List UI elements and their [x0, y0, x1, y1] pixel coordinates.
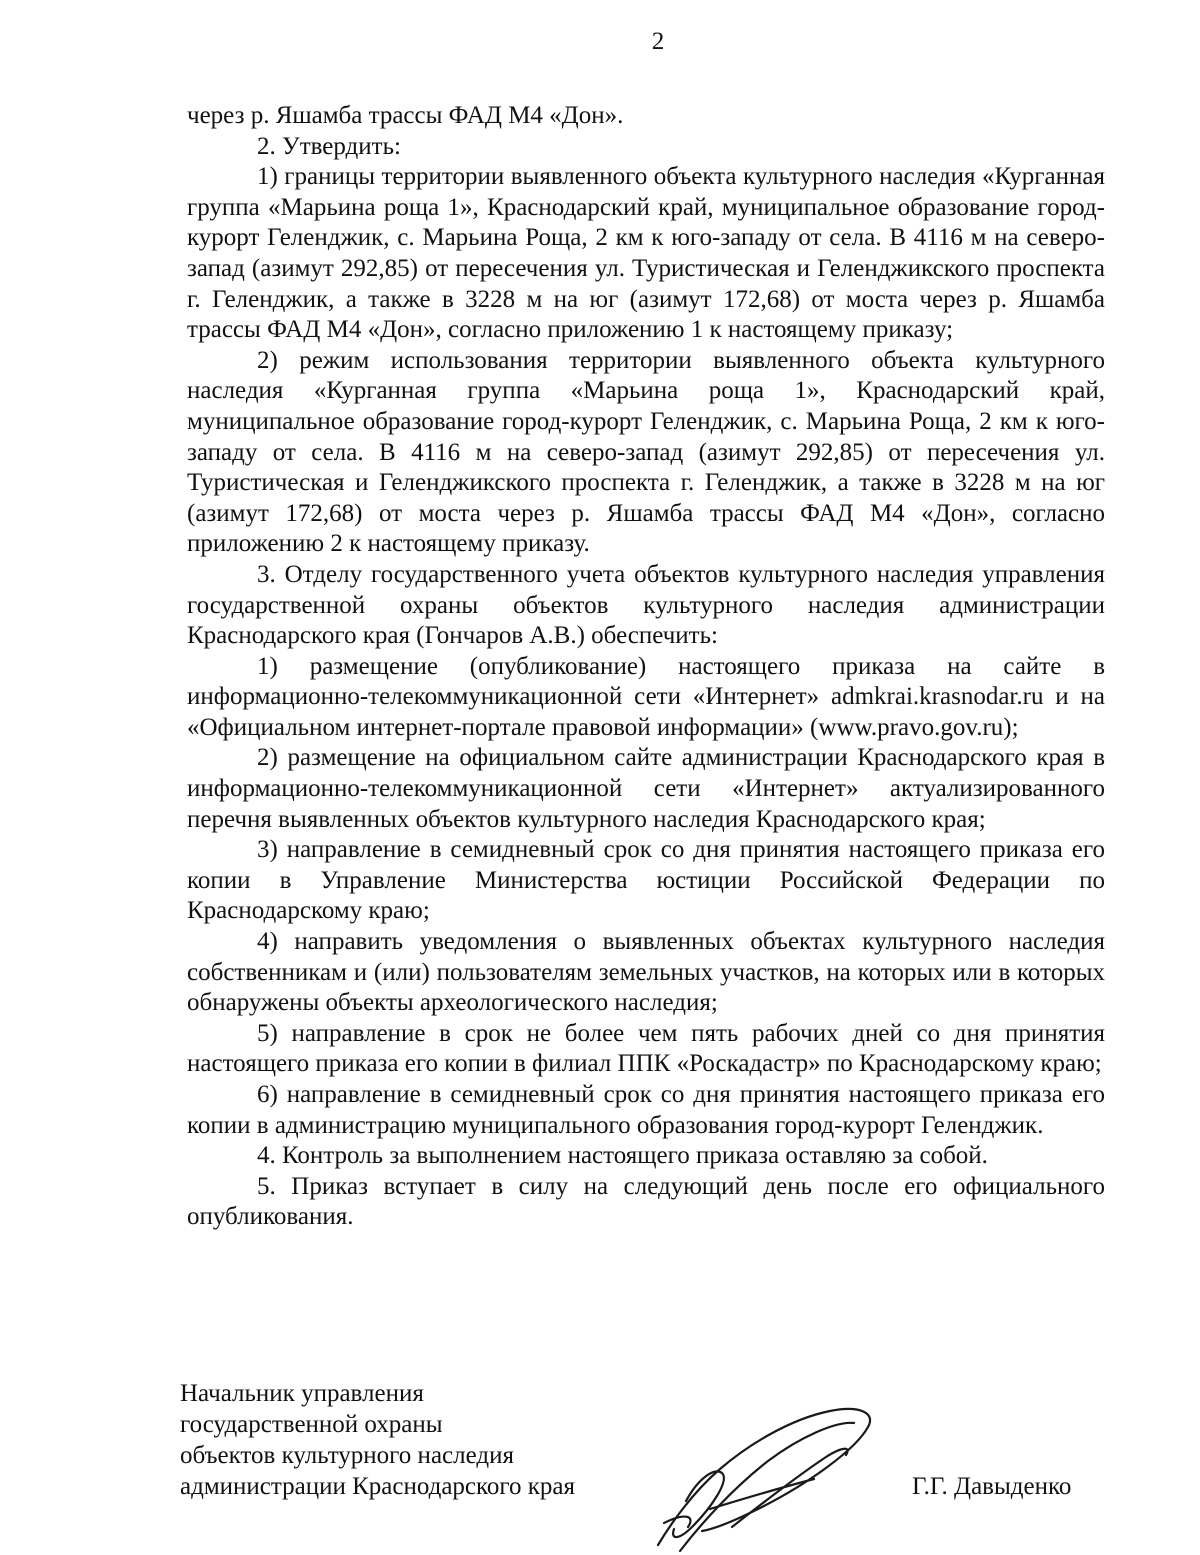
signatory-name: Г.Г. Давыденко: [912, 1473, 1072, 1500]
paragraph-item-3-4: 4) направить уведомления о выявленных объектах культурного наследия собственникам и (или) пользователям земельных участков, на которых или в которых обнаружены объекты археологического наследия;: [187, 928, 1105, 1017]
signatory-title-line: администрации Краснодарского края: [180, 1473, 576, 1500]
paragraph-item-3-6: 6) направление в семидневный срок со дня принятия настоящего приказа его копии в администрацию муниципального образования город-курорт Геленджик.: [187, 1081, 1105, 1139]
paragraph-item-5: 5. Приказ вступает в силу на следующий день после его официального опубликования.: [187, 1172, 1105, 1231]
paragraph-item-3-2: 2) размещение на официальном сайте администрации Краснодарского края в информационно-телекоммуникационной сети «Интернет» актуализированного перечня выявленных объектов культурного наследия Краснодарского края;: [187, 744, 1105, 833]
paragraph-item-3-3: 3) направление в семидневный срок со дня принятия настоящего приказа его копии в Управление Министерства юстиции Российской Федерации по Краснодарскому краю;: [187, 836, 1105, 925]
signatory-title-line: государственной охраны: [180, 1411, 443, 1438]
paragraph-item-3-5: 5) направление в срок не более чем пять рабочих дней со дня принятия настоящего приказа его копии в филиал ППК «Роскадастр» по Краснодарскому краю;: [187, 1019, 1105, 1078]
paragraph-item-2-2: 2) режим использования территории выявленного объекта культурного наследия «Курганная группа «Марьина роща 1», Краснодарский край, муниципальное образование город-курорт Геленджик, с. Марьина Роща, 2 км к юго-западу от села. В 4116 м на северо-запад (азимут 292,85) от пересечения ул. Туристическая и Геленджикского проспекта г. Геленджик, а также в 3228 м на юг (азимут 172,68) от моста через р. Яшамба трассы ФАД М4 «Дон», согласно приложению 2 к настоящему приказу.: [187, 346, 1105, 558]
handwritten-signature: [640, 1405, 890, 1555]
document-body: [187, 101, 1105, 1233]
signatory-title: [180, 1378, 575, 1502]
page-number: 2: [651, 28, 665, 55]
paragraph-item-3: 3. Отделу государственного учета объектов культурного наследия управления государственной охраны объектов культурного наследия администрации Краснодарского края (Гончаров А.В.) обеспечить:: [187, 560, 1105, 650]
paragraph-item-3-1: 1) размещение (опубликование) настоящего приказа на сайте в информационно-телекоммуникационной сети «Интернет» admkrai.krasnodar.ru и на «Официальном интернет-портале правовой информации» (www.pravo.gov.ru);: [187, 652, 1105, 741]
signatory-title-line: объектов культурного наследия: [180, 1442, 514, 1469]
paragraph-continuation: через р. Яшамба трассы ФАД М4 «Дон».: [187, 102, 624, 129]
paragraph-item-2-1: 1) границы территории выявленного объекта культурного наследия «Курганная группа «Марьина роща 1», Краснодарский край, муниципальное образование город-курорт Геленджик, с. Марьина Роща, 2 км к юго-западу от села. В 4116 м на северо-запад (азимут 292,85) от пересечения ул. Туристическая и Геленджикского проспекта г. Геленджик, а также в 3228 м на юг (азимут 172,68) от моста через р. Яшамба трассы ФАД М4 «Дон», согласно приложению 1 к настоящему приказу;: [187, 163, 1105, 344]
paragraph-item-2: 2. Утвердить:: [257, 132, 401, 160]
paragraph-item-4: 4. Контроль за выполнением настоящего приказа оставляю за собой.: [257, 1142, 988, 1170]
signatory-title-line: Начальник управления: [180, 1380, 424, 1407]
